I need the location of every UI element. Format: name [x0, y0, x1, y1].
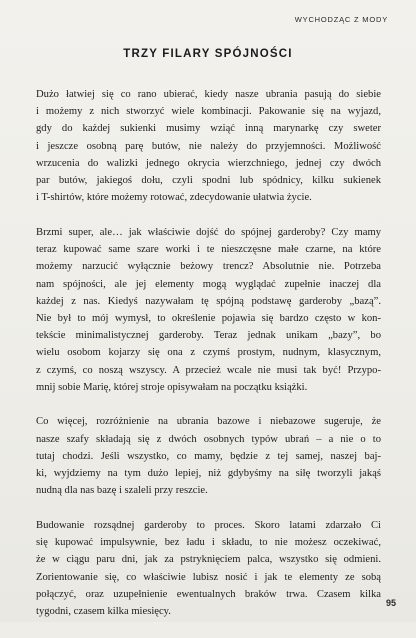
text-line: połączyć, oraz uzupełnienie ewentualnych braków trwa. Czasem kilka — [36, 588, 381, 600]
text-line: z czymś, co noszą wszyscy. A przecież wcale nie musi tak być! Przypo- — [36, 364, 381, 376]
text-line: wrzucenia do walizki jednego okrycia wierzchniego, jednej czy dwóch — [36, 157, 381, 169]
text-line: Dużo łatwiej się co rano ubierać, kiedy nasze ubrania pasują do siebie — [36, 89, 381, 100]
text-line: i jeszcze osobną parę butów, nie należy do przyjemności. Możliwość — [36, 140, 381, 152]
text-line: Nie był to mój wymysł, to określenie pojawia się bardzo często w kon- — [36, 312, 381, 324]
paragraph — [36, 86, 381, 206]
text-line: nudną dla nas bazę i szaleli przy reszcie. — [36, 485, 208, 497]
text-line: gdy do każdej sukienki musimy wziąć inną marynarkę czy sweter — [36, 123, 381, 135]
text-line: Budowanie rozsądnej garderoby to proces. Skoro latami zdarzało Ci — [36, 519, 381, 531]
text-line: możemy narzucić wyłącznie beżowy trencz? Absolutnie nie. Potrzeba — [36, 261, 381, 273]
text-line: ki, wyjdziemy na tym dużo lepiej, niż gdybyśmy na siłę tworzyli jakąś — [36, 468, 381, 480]
text-line: nam spójności, ale jej elementy mogą wyglądać zupełnie inaczej dla — [36, 278, 381, 290]
text-line: nasze szafy składają się z dwóch osobnych typów ubrań – a nie o to — [36, 433, 381, 445]
text-line: się kupować impulsywnie, bez ładu i składu, to nie możesz oczekiwać, — [36, 537, 381, 549]
text-line: tygodni, czasem kilka miesięcy. — [36, 605, 171, 617]
text-line: tutaj chodzi. Jeśli wszystko, co mamy, będzie z tej samej, naszej baj- — [36, 450, 381, 462]
section-title: TRZY FILARY SPÓJNOŚCI — [123, 48, 293, 60]
text-line: mnij sobie Marię, której stroje opisywałam na początku książki. — [36, 381, 308, 393]
text-line: i możemy z nich stworzyć wiele kombinacji. Pakowanie się na wyjazd, — [36, 106, 381, 118]
running-head: WYCHODZĄC Z MODY — [294, 15, 388, 24]
text-line: Brzmi super, ale… jak właściwie dojść do spójnej garderoby? Czy mamy — [36, 226, 381, 238]
body-text — [36, 86, 381, 638]
text-line: i T-shirtów, które możemy rotować, zdecydowanie ułatwia życie. — [36, 192, 312, 204]
paragraph — [36, 224, 381, 396]
paragraph — [36, 413, 381, 499]
text-line: że w ciągu paru dni, jak za pstryknięciem palca, wszystko się odmieni. — [36, 554, 381, 566]
text-line: każdej z nas. Kiedyś nazywałam tę spójną podstawę garderoby „bazą”. — [36, 295, 381, 307]
page-number: 95 — [385, 598, 396, 608]
text-line: par butów, jakiegoś dołu, czyli spodni lub spódnicy, kilku sukienek — [36, 175, 381, 187]
text-line: tekście minimalistycznej garderoby. Teraz jednak unikam „bazy”, bo — [36, 330, 381, 342]
text-line: teraz kupować same szare worki i te nieszczęsne małe czarne, na które — [36, 244, 381, 256]
text-line: Zorientowanie się, co właściwie lubisz nosić i jak te elementy ze sobą — [36, 571, 381, 583]
text-line: Co więcej, rozróżnienie na ubrania bazowe i niebazowe sugeruje, że — [36, 416, 381, 428]
paragraph — [36, 517, 381, 620]
text-line: wielu osobom kojarzy się ona z czymś prostym, nudnym, klasycznym, — [36, 347, 381, 359]
